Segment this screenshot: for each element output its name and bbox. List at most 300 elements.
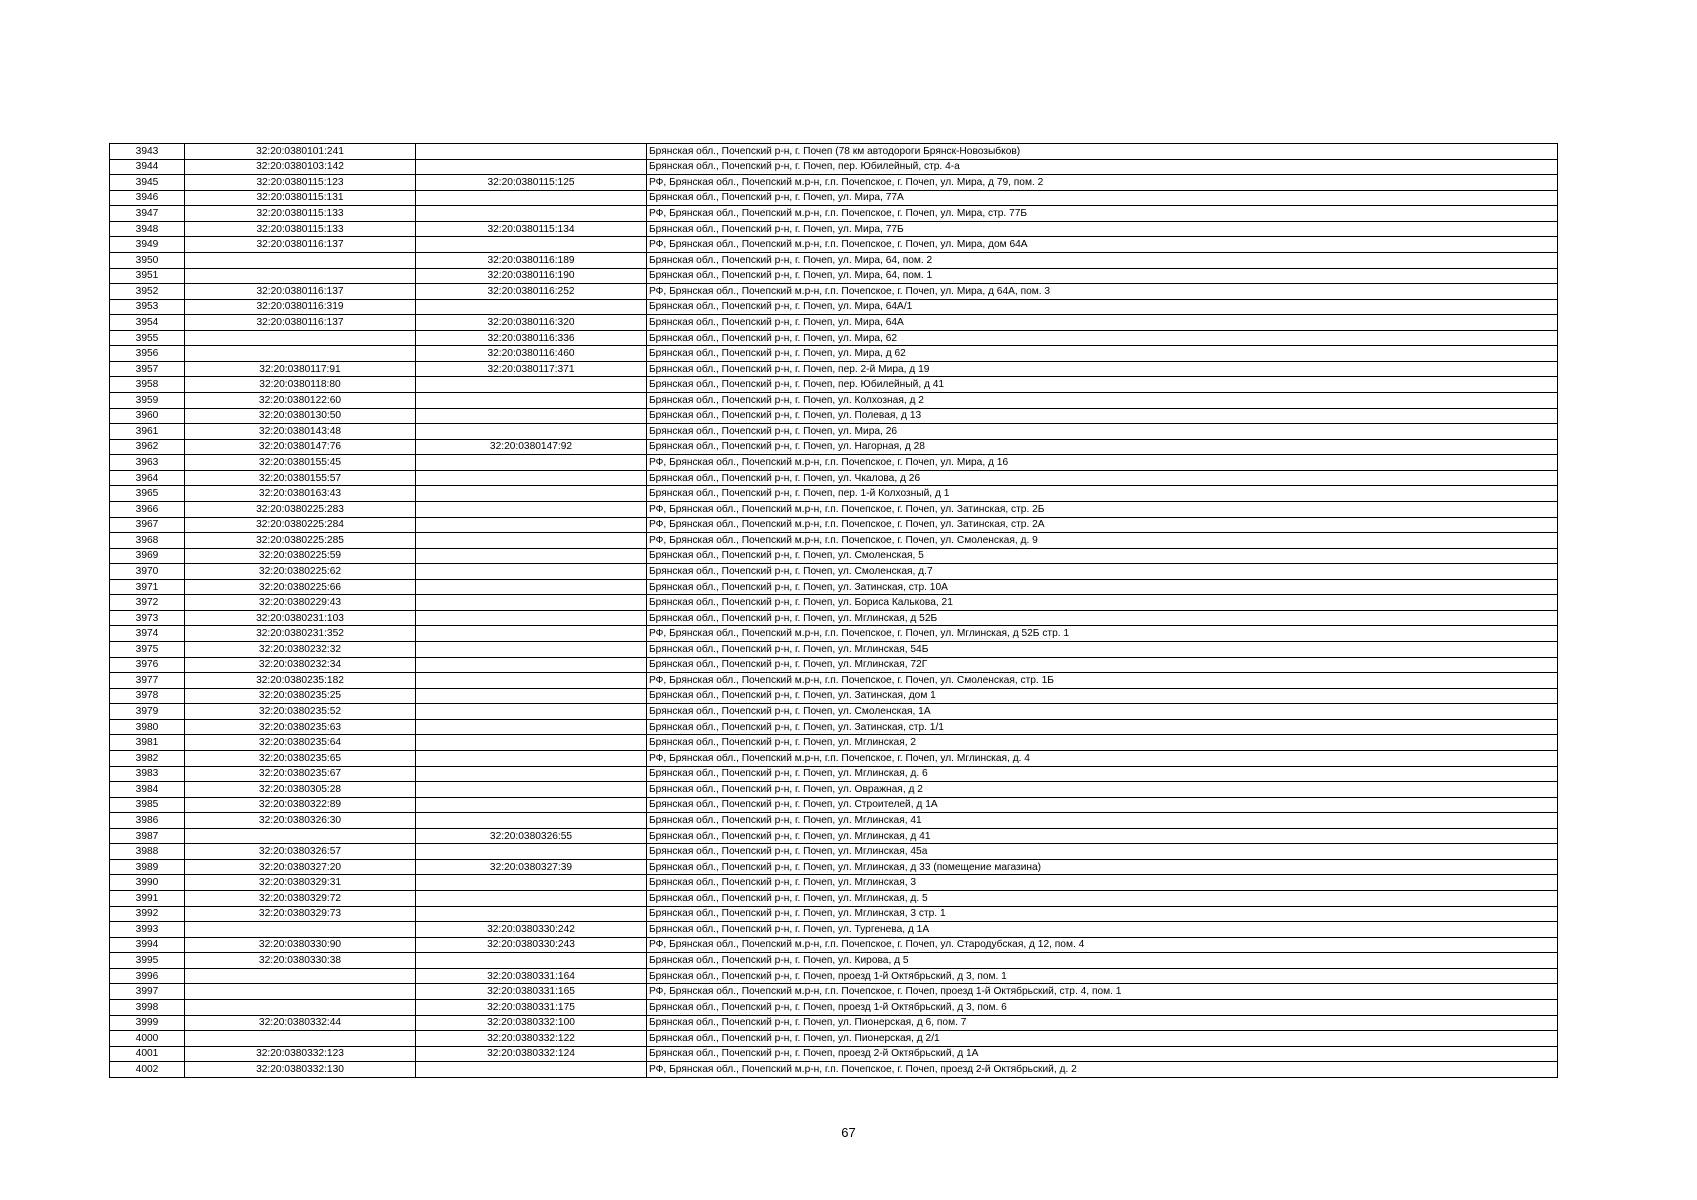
table-row [110,237,1558,253]
address-cell: РФ, Брянская обл., Почепский м.р-н, г.п. Почепское, г. Почеп, ул. Мира, д 64А, пом. 3 [647,284,1558,300]
table-row [110,501,1558,517]
related-cadastral-number-cell [416,953,647,969]
row-number-cell: 3979 [110,704,185,720]
cadastral-number-cell: 32:20:0380225:62 [185,564,416,580]
row-number-cell: 3988 [110,844,185,860]
cadastral-number-cell [185,330,416,346]
related-cadastral-number-cell [416,875,647,891]
table-row [110,564,1558,580]
cadastral-number-cell: 32:20:0380330:90 [185,937,416,953]
address-cell: Брянская обл., Почепский р-н, г. Почеп, ул. Мглинская, д 52Б [647,610,1558,626]
address-cell: Брянская обл., Почепский р-н, г. Почеп, пер. Юбилейный, д 41 [647,377,1558,393]
cadastral-number-cell: 32:20:0380116:137 [185,237,416,253]
cadastral-number-cell: 32:20:0380235:25 [185,688,416,704]
related-cadastral-number-cell: 32:20:0380331:175 [416,999,647,1015]
table-row [110,377,1558,393]
cadastral-number-cell: 32:20:0380329:73 [185,906,416,922]
address-cell: РФ, Брянская обл., Почепский м.р-н, г.п. Почепское, г. Почеп, ул. Стародубская, д 12, пом. 4 [647,937,1558,953]
related-cadastral-number-cell [416,750,647,766]
address-cell: Брянская обл., Почепский р-н, г. Почеп, ул. Смоленская, 1А [647,704,1558,720]
related-cadastral-number-cell [416,782,647,798]
address-cell: Брянская обл., Почепский р-н, г. Почеп, ул. Мглинская, 72Г [647,657,1558,673]
table-row [110,968,1558,984]
table-row [110,486,1558,502]
row-number-cell: 3993 [110,922,185,938]
address-cell: Брянская обл., Почепский р-н, г. Почеп, ул. Мглинская, 3 [647,875,1558,891]
cadastral-number-cell: 32:20:0380229:43 [185,595,416,611]
cadastral-number-cell: 32:20:0380225:59 [185,548,416,564]
table-row [110,424,1558,440]
address-cell: РФ, Брянская обл., Почепский м.р-н, г.п. Почепское, г. Почеп, ул. Мира, д 79, пом. 2 [647,175,1558,191]
related-cadastral-number-cell [416,906,647,922]
table-row [110,548,1558,564]
row-number-cell: 3951 [110,268,185,284]
related-cadastral-number-cell [416,206,647,222]
row-number-cell: 3990 [110,875,185,891]
cadastral-number-cell: 32:20:0380329:72 [185,891,416,907]
related-cadastral-number-cell [416,766,647,782]
address-cell: Брянская обл., Почепский р-н, г. Почеп, ул. Мглинская, д 33 (помещение магазина) [647,859,1558,875]
table-row [110,533,1558,549]
cadastral-number-cell: 32:20:0380155:45 [185,455,416,471]
table-row [110,673,1558,689]
page-number: 67 [841,1125,856,1140]
address-cell: Брянская обл., Почепский р-н, г. Почеп, проезд 1-й Октябрьский, д 3, пом. 1 [647,968,1558,984]
related-cadastral-number-cell [416,190,647,206]
table-row [110,470,1558,486]
cadastral-number-cell: 32:20:0380115:131 [185,190,416,206]
cadastral-number-cell: 32:20:0380115:123 [185,175,416,191]
row-number-cell: 3976 [110,657,185,673]
row-number-cell: 3966 [110,501,185,517]
table-row [110,813,1558,829]
cadastral-number-cell: 32:20:0380116:137 [185,284,416,300]
table-row [110,735,1558,751]
table-row [110,159,1558,175]
cadastral-number-cell: 32:20:0380155:57 [185,470,416,486]
row-number-cell: 3992 [110,906,185,922]
address-cell: Брянская обл., Почепский р-н, г. Почеп, ул. Мглинская, 2 [647,735,1558,751]
related-cadastral-number-cell: 32:20:0380327:39 [416,859,647,875]
related-cadastral-number-cell [416,299,647,315]
cadastral-number-cell [185,828,416,844]
related-cadastral-number-cell [416,673,647,689]
row-number-cell: 3953 [110,299,185,315]
table-row [110,206,1558,222]
row-number-cell: 3949 [110,237,185,253]
related-cadastral-number-cell [416,408,647,424]
address-cell: Брянская обл., Почепский р-н, г. Почеп, ул. Кирова, д 5 [647,953,1558,969]
row-number-cell: 3996 [110,968,185,984]
row-number-cell: 3968 [110,533,185,549]
table-row [110,922,1558,938]
row-number-cell: 3983 [110,766,185,782]
address-cell: РФ, Брянская обл., Почепский м.р-н, г.п. Почепское, г. Почеп, проезд 1-й Октябрьский, стр. 4, пом. 1 [647,984,1558,1000]
related-cadastral-number-cell [416,455,647,471]
address-cell: РФ, Брянская обл., Почепский м.р-н, г.п. Почепское, г. Почеп, ул. Мира, дом 64А [647,237,1558,253]
cadastral-number-cell: 32:20:0380235:182 [185,673,416,689]
cadastral-number-cell: 32:20:0380225:66 [185,579,416,595]
cadastral-number-cell: 32:20:0380235:67 [185,766,416,782]
table-row [110,844,1558,860]
row-number-cell: 3981 [110,735,185,751]
address-cell: Брянская обл., Почепский р-н, г. Почеп, ул. Мира, 26 [647,424,1558,440]
address-cell: Брянская обл., Почепский р-н, г. Почеп, ул. Тургенева, д 1А [647,922,1558,938]
cadastral-number-cell: 32:20:0380115:133 [185,221,416,237]
cadastral-number-cell: 32:20:0380231:352 [185,626,416,642]
row-number-cell: 3999 [110,1015,185,1031]
table-row [110,688,1558,704]
related-cadastral-number-cell: 32:20:0380330:243 [416,937,647,953]
row-number-cell: 3991 [110,891,185,907]
address-cell: РФ, Брянская обл., Почепский м.р-н, г.п. Почепское, г. Почеп, ул. Смоленская, стр. 1Б [647,673,1558,689]
related-cadastral-number-cell: 32:20:0380326:55 [416,828,647,844]
address-cell: РФ, Брянская обл., Почепский м.р-н, г.п. Почепское, г. Почеп, ул. Затинская, стр. 2Б [647,501,1558,517]
related-cadastral-number-cell [416,470,647,486]
address-cell: Брянская обл., Почепский р-н, г. Почеп, ул. Мира, д 62 [647,346,1558,362]
cadastral-number-cell: 32:20:0380326:57 [185,844,416,860]
related-cadastral-number-cell [416,688,647,704]
related-cadastral-number-cell [416,813,647,829]
address-cell: Брянская обл., Почепский р-н, г. Почеп, ул. Мира, 64А/1 [647,299,1558,315]
related-cadastral-number-cell: 32:20:0380147:92 [416,439,647,455]
address-cell: Брянская обл., Почепский р-н, г. Почеп, пер. 2-й Мира, д 19 [647,361,1558,377]
table-row [110,782,1558,798]
row-number-cell: 3994 [110,937,185,953]
address-cell: Брянская обл., Почепский р-н, г. Почеп, ул. Полевая, д 13 [647,408,1558,424]
related-cadastral-number-cell [416,844,647,860]
related-cadastral-number-cell [416,595,647,611]
address-cell: Брянская обл., Почепский р-н, г. Почеп, ул. Мира, 77Б [647,221,1558,237]
cadastral-number-cell [185,999,416,1015]
address-cell: Брянская обл., Почепский р-н, г. Почеп, ул. Смоленская, 5 [647,548,1558,564]
related-cadastral-number-cell [416,564,647,580]
related-cadastral-number-cell: 32:20:0380115:125 [416,175,647,191]
related-cadastral-number-cell: 32:20:0380330:242 [416,922,647,938]
cadastral-number-cell: 32:20:0380332:123 [185,1046,416,1062]
table-row [110,953,1558,969]
related-cadastral-number-cell [416,159,647,175]
table-row [110,984,1558,1000]
table-row [110,642,1558,658]
address-cell: Брянская обл., Почепский р-н, г. Почеп, ул. Мира, 64, пом. 2 [647,252,1558,268]
related-cadastral-number-cell: 32:20:0380116:320 [416,315,647,331]
related-cadastral-number-cell: 32:20:0380331:165 [416,984,647,1000]
row-number-cell: 4002 [110,1062,185,1078]
property-table-body [110,144,1558,1078]
related-cadastral-number-cell [416,377,647,393]
address-cell: Брянская обл., Почепский р-н, г. Почеп, ул. Мира, 64А [647,315,1558,331]
address-cell: Брянская обл., Почепский р-н, г. Почеп, пер. 1-й Колхозный, д 1 [647,486,1558,502]
related-cadastral-number-cell [416,144,647,160]
table-row [110,750,1558,766]
table-row [110,268,1558,284]
related-cadastral-number-cell [416,533,647,549]
related-cadastral-number-cell: 32:20:0380116:460 [416,346,647,362]
table-row [110,455,1558,471]
related-cadastral-number-cell: 32:20:0380117:371 [416,361,647,377]
table-row [110,1046,1558,1062]
address-cell: РФ, Брянская обл., Почепский м.р-н, г.п. Почепское, г. Почеп, ул. Затинская, стр. 2А [647,517,1558,533]
related-cadastral-number-cell [416,486,647,502]
table-row [110,517,1558,533]
table-row [110,1031,1558,1047]
table-row [110,626,1558,642]
cadastral-number-cell: 32:20:0380101:241 [185,144,416,160]
address-cell: Брянская обл., Почепский р-н, г. Почеп, ул. Строителей, д 1А [647,797,1558,813]
row-number-cell: 3945 [110,175,185,191]
table-row [110,828,1558,844]
table-row [110,891,1558,907]
row-number-cell: 3982 [110,750,185,766]
row-number-cell: 3956 [110,346,185,362]
row-number-cell: 3946 [110,190,185,206]
cadastral-number-cell [185,968,416,984]
related-cadastral-number-cell [416,704,647,720]
related-cadastral-number-cell [416,735,647,751]
row-number-cell: 3954 [110,315,185,331]
row-number-cell: 3989 [110,859,185,875]
address-cell: РФ, Брянская обл., Почепский м.р-н, г.п. Почепское, г. Почеп, ул. Мира, д 16 [647,455,1558,471]
address-cell: Брянская обл., Почепский р-н, г. Почеп, ул. Овражная, д 2 [647,782,1558,798]
table-row [110,1062,1558,1078]
address-cell: Брянская обл., Почепский р-н, г. Почеп, ул. Смоленская, д.7 [647,564,1558,580]
cadastral-number-cell [185,252,416,268]
related-cadastral-number-cell [416,642,647,658]
table-row [110,579,1558,595]
table-row [110,361,1558,377]
address-cell: Брянская обл., Почепский р-н, г. Почеп, пер. Юбилейный, стр. 4-а [647,159,1558,175]
cadastral-number-cell: 32:20:0380305:28 [185,782,416,798]
row-number-cell: 3984 [110,782,185,798]
row-number-cell: 3944 [110,159,185,175]
related-cadastral-number-cell: 32:20:0380332:122 [416,1031,647,1047]
address-cell: Брянская обл., Почепский р-н, г. Почеп, ул. Затинская, дом 1 [647,688,1558,704]
row-number-cell: 3955 [110,330,185,346]
address-cell: Брянская обл., Почепский р-н, г. Почеп (78 км автодороги Брянск-Новозыбков) [647,144,1558,160]
related-cadastral-number-cell [416,657,647,673]
row-number-cell: 3985 [110,797,185,813]
table-row [110,315,1558,331]
address-cell: Брянская обл., Почепский р-н, г. Почеп, ул. Мира, 62 [647,330,1558,346]
address-cell: Брянская обл., Почепский р-н, г. Почеп, ул. Мира, 77А [647,190,1558,206]
cadastral-number-cell: 32:20:0380118:80 [185,377,416,393]
row-number-cell: 3973 [110,610,185,626]
row-number-cell: 3952 [110,284,185,300]
related-cadastral-number-cell [416,610,647,626]
table-row [110,190,1558,206]
row-number-cell: 3959 [110,393,185,409]
table-row [110,408,1558,424]
address-cell: РФ, Брянская обл., Почепский м.р-н, г.п. Почепское, г. Почеп, ул. Мглинская, д. 4 [647,750,1558,766]
table-row [110,704,1558,720]
row-number-cell: 3962 [110,439,185,455]
address-cell: РФ, Брянская обл., Почепский м.р-н, г.п. Почепское, г. Почеп, проезд 2-й Октябрьский, д. 2 [647,1062,1558,1078]
row-number-cell: 3958 [110,377,185,393]
address-cell: Брянская обл., Почепский р-н, г. Почеп, ул. Нагорная, д 28 [647,439,1558,455]
table-row [110,906,1558,922]
table-row [110,175,1558,191]
address-cell: Брянская обл., Почепский р-н, г. Почеп, ул. Мира, 64, пом. 1 [647,268,1558,284]
cadastral-number-cell: 32:20:0380235:52 [185,704,416,720]
row-number-cell: 4001 [110,1046,185,1062]
cadastral-number-cell [185,922,416,938]
related-cadastral-number-cell [416,517,647,533]
cadastral-number-cell [185,1031,416,1047]
cadastral-number-cell: 32:20:0380225:283 [185,501,416,517]
cadastral-number-cell: 32:20:0380117:91 [185,361,416,377]
related-cadastral-number-cell: 32:20:0380332:124 [416,1046,647,1062]
related-cadastral-number-cell: 32:20:0380116:190 [416,268,647,284]
cadastral-number-cell: 32:20:0380115:133 [185,206,416,222]
address-cell: Брянская обл., Почепский р-н, г. Почеп, ул. Мглинская, 54Б [647,642,1558,658]
row-number-cell: 3977 [110,673,185,689]
cadastral-number-cell: 32:20:0380332:130 [185,1062,416,1078]
property-table [109,143,1558,1078]
related-cadastral-number-cell [416,393,647,409]
row-number-cell: 3950 [110,252,185,268]
table-row [110,859,1558,875]
table-row [110,797,1558,813]
related-cadastral-number-cell: 32:20:0380116:336 [416,330,647,346]
table-row [110,330,1558,346]
row-number-cell: 3986 [110,813,185,829]
address-cell: Брянская обл., Почепский р-н, г. Почеп, ул. Затинская, стр. 1/1 [647,719,1558,735]
row-number-cell: 3997 [110,984,185,1000]
address-cell: Брянская обл., Почепский р-н, г. Почеп, ул. Бориса Калькова, 21 [647,595,1558,611]
row-number-cell: 3943 [110,144,185,160]
cadastral-number-cell: 32:20:0380235:64 [185,735,416,751]
address-cell: Брянская обл., Почепский р-н, г. Почеп, ул. Пионерская, д 2/1 [647,1031,1558,1047]
cadastral-number-cell: 32:20:0380330:38 [185,953,416,969]
address-cell: Брянская обл., Почепский р-н, г. Почеп, ул. Мглинская, д. 6 [647,766,1558,782]
address-cell: Брянская обл., Почепский р-н, г. Почеп, ул. Колхозная, д 2 [647,393,1558,409]
related-cadastral-number-cell: 32:20:0380116:252 [416,284,647,300]
cadastral-number-cell: 32:20:0380322:89 [185,797,416,813]
row-number-cell: 3947 [110,206,185,222]
address-cell: Брянская обл., Почепский р-н, г. Почеп, ул. Мглинская, 3 стр. 1 [647,906,1558,922]
table-row [110,937,1558,953]
row-number-cell: 3964 [110,470,185,486]
cadastral-number-cell: 32:20:0380143:48 [185,424,416,440]
row-number-cell: 3974 [110,626,185,642]
related-cadastral-number-cell [416,719,647,735]
address-cell: РФ, Брянская обл., Почепский м.р-н, г.п. Почепское, г. Почеп, ул. Смоленская, д. 9 [647,533,1558,549]
cadastral-number-cell: 32:20:0380231:103 [185,610,416,626]
address-cell: Брянская обл., Почепский р-н, г. Почеп, ул. Мглинская, д. 5 [647,891,1558,907]
address-cell: Брянская обл., Почепский р-н, г. Почеп, проезд 2-й Октябрьский, д 1А [647,1046,1558,1062]
cadastral-number-cell: 32:20:0380235:65 [185,750,416,766]
table-row [110,1015,1558,1031]
row-number-cell: 3960 [110,408,185,424]
related-cadastral-number-cell: 32:20:0380115:134 [416,221,647,237]
row-number-cell: 3987 [110,828,185,844]
cadastral-number-cell: 32:20:0380103:142 [185,159,416,175]
related-cadastral-number-cell: 32:20:0380331:164 [416,968,647,984]
row-number-cell: 3971 [110,579,185,595]
address-cell: Брянская обл., Почепский р-н, г. Почеп, ул. Пионерская, д 6, пом. 7 [647,1015,1558,1031]
row-number-cell: 3957 [110,361,185,377]
table-row [110,595,1558,611]
related-cadastral-number-cell [416,501,647,517]
table-row [110,221,1558,237]
table-row [110,999,1558,1015]
related-cadastral-number-cell [416,891,647,907]
row-number-cell: 3961 [110,424,185,440]
table-row [110,719,1558,735]
address-cell: Брянская обл., Почепский р-н, г. Почеп, ул. Мглинская, 41 [647,813,1558,829]
related-cadastral-number-cell [416,797,647,813]
row-number-cell: 3970 [110,564,185,580]
address-cell: Брянская обл., Почепский р-н, г. Почеп, ул. Мглинская, 45а [647,844,1558,860]
row-number-cell: 3975 [110,642,185,658]
address-cell: Брянская обл., Почепский р-н, г. Почеп, ул. Мглинская, д 41 [647,828,1558,844]
cadastral-number-cell: 32:20:0380225:284 [185,517,416,533]
table-row [110,610,1558,626]
related-cadastral-number-cell: 32:20:0380332:100 [416,1015,647,1031]
table-row [110,657,1558,673]
row-number-cell: 3978 [110,688,185,704]
related-cadastral-number-cell [416,1062,647,1078]
cadastral-number-cell: 32:20:0380116:319 [185,299,416,315]
row-number-cell: 3995 [110,953,185,969]
row-number-cell: 4000 [110,1031,185,1047]
related-cadastral-number-cell [416,424,647,440]
cadastral-number-cell: 32:20:0380235:63 [185,719,416,735]
table-row [110,144,1558,160]
cadastral-number-cell: 32:20:0380147:76 [185,439,416,455]
table-row [110,766,1558,782]
row-number-cell: 3980 [110,719,185,735]
cadastral-number-cell [185,346,416,362]
row-number-cell: 3969 [110,548,185,564]
row-number-cell: 3998 [110,999,185,1015]
cadastral-number-cell: 32:20:0380329:31 [185,875,416,891]
cadastral-number-cell: 32:20:0380122:60 [185,393,416,409]
table-row [110,346,1558,362]
related-cadastral-number-cell [416,237,647,253]
table-row [110,393,1558,409]
cadastral-number-cell: 32:20:0380130:50 [185,408,416,424]
table-row [110,284,1558,300]
table-row [110,875,1558,891]
address-cell: РФ, Брянская обл., Почепский м.р-н, г.п. Почепское, г. Почеп, ул. Мира, стр. 77Б [647,206,1558,222]
address-cell: Брянская обл., Почепский р-н, г. Почеп, проезд 1-й Октябрьский, д 3, пом. 6 [647,999,1558,1015]
table-row [110,252,1558,268]
cadastral-number-cell: 32:20:0380232:34 [185,657,416,673]
address-cell: Брянская обл., Почепский р-н, г. Почеп, ул. Чкалова, д 26 [647,470,1558,486]
table-row [110,439,1558,455]
table-row [110,299,1558,315]
row-number-cell: 3967 [110,517,185,533]
row-number-cell: 3948 [110,221,185,237]
row-number-cell: 3972 [110,595,185,611]
cadastral-number-cell: 32:20:0380225:285 [185,533,416,549]
cadastral-number-cell [185,984,416,1000]
cadastral-number-cell: 32:20:0380326:30 [185,813,416,829]
cadastral-number-cell [185,268,416,284]
address-cell: РФ, Брянская обл., Почепский м.р-н, г.п. Почепское, г. Почеп, ул. Мглинская, д 52Б стр. 1 [647,626,1558,642]
related-cadastral-number-cell [416,579,647,595]
cadastral-number-cell: 32:20:0380332:44 [185,1015,416,1031]
related-cadastral-number-cell: 32:20:0380116:189 [416,252,647,268]
cadastral-number-cell: 32:20:0380116:137 [185,315,416,331]
row-number-cell: 3963 [110,455,185,471]
related-cadastral-number-cell [416,548,647,564]
related-cadastral-number-cell [416,626,647,642]
address-cell: Брянская обл., Почепский р-н, г. Почеп, ул. Затинская, стр. 10А [647,579,1558,595]
cadastral-number-cell: 32:20:0380327:20 [185,859,416,875]
